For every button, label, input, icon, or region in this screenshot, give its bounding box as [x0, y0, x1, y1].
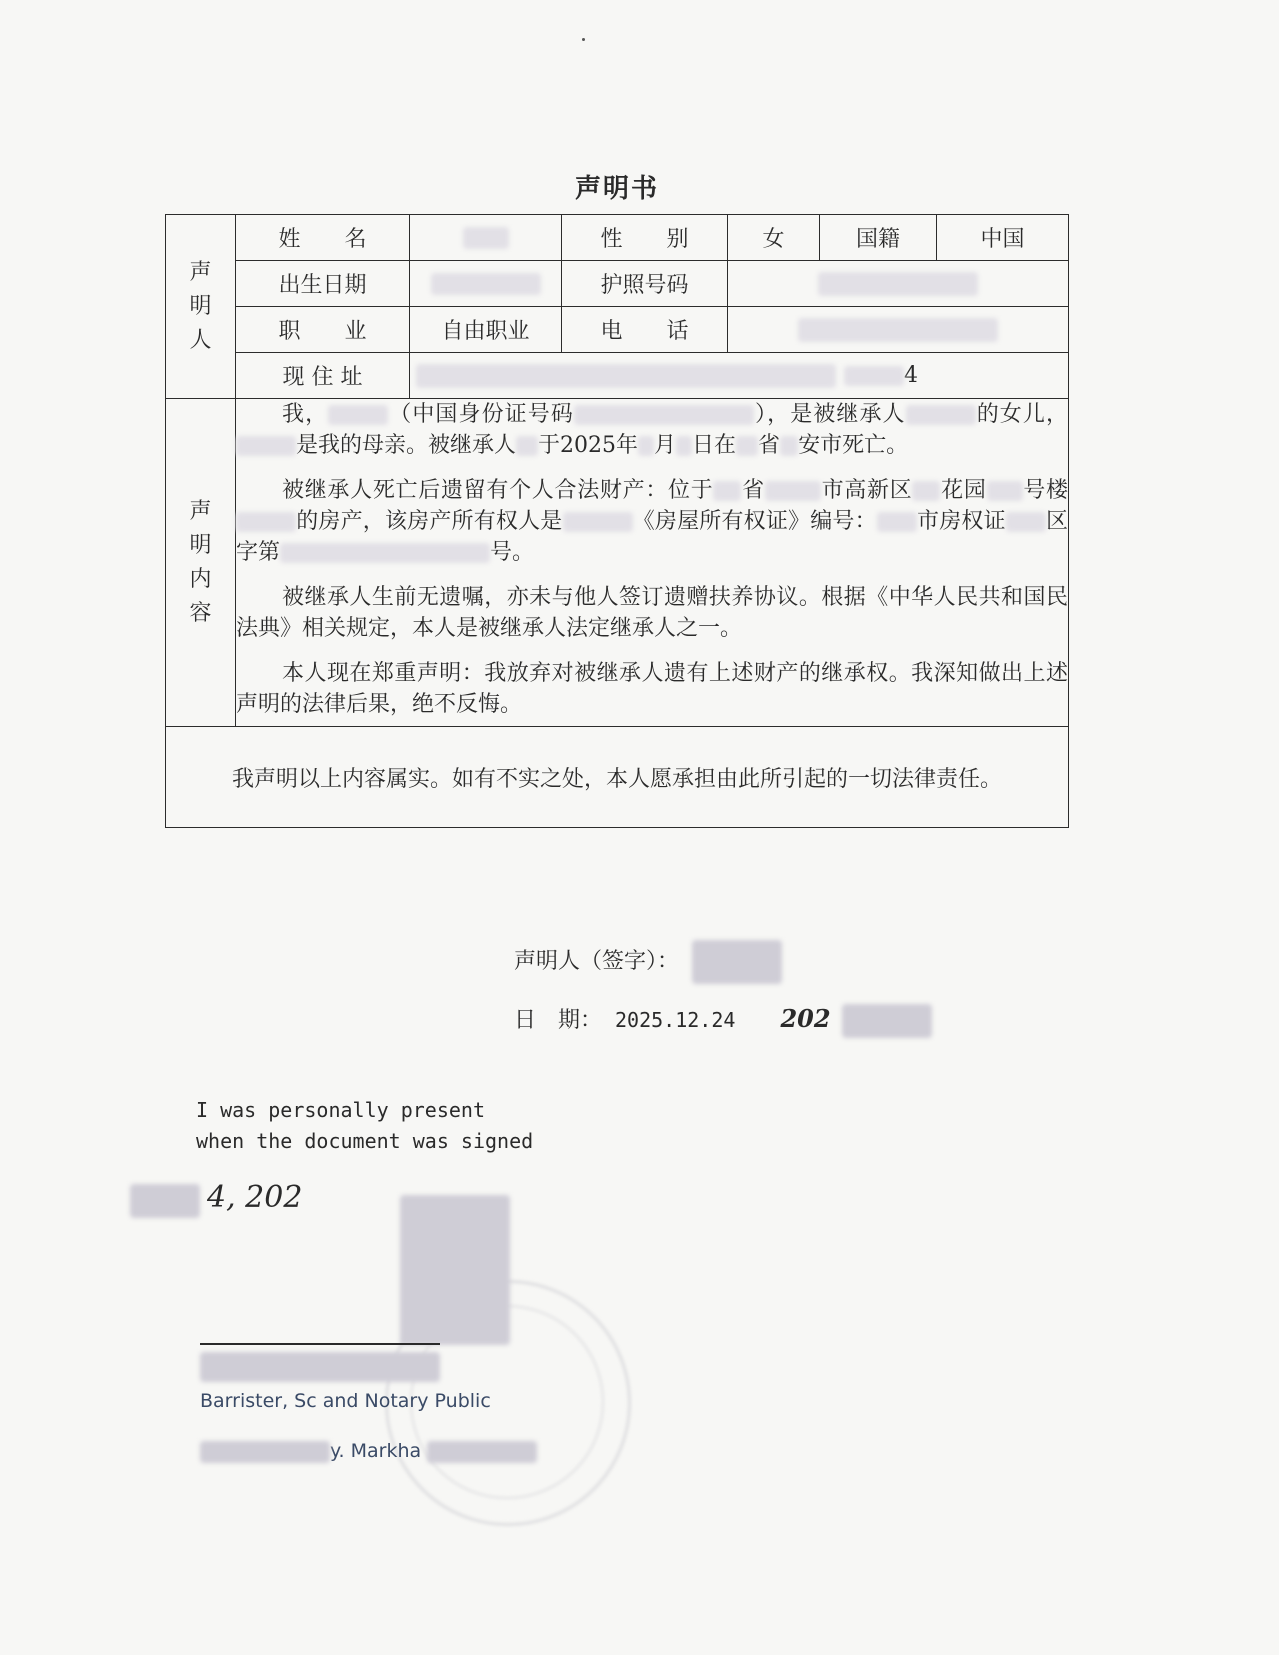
- phone-value-redacted: [728, 307, 1069, 353]
- notary-signature-redacted: [400, 1195, 510, 1345]
- signature-row: [514, 940, 782, 984]
- notary-title: Barrister, Sc and Notary Public: [200, 1390, 491, 1412]
- truthfulness-statement: 我声明以上内容属实。如有不实之处，本人愿承担由此所引起的一切法律责任。: [166, 727, 1069, 828]
- notary-attestation: [196, 1095, 533, 1157]
- signature-redacted: [692, 940, 782, 984]
- handwritten-date: 202: [780, 1004, 831, 1033]
- gender-label: 性 别: [562, 215, 728, 261]
- name-label: 姓 名: [236, 215, 410, 261]
- content-paragraph-1: 我， （中国身份证号码 ），是被继承人 的女儿，是我的母亲。被继承人 于2025年 月 日在 省 安市死亡。: [236, 399, 1068, 461]
- date-label: 日 期：: [514, 1008, 603, 1033]
- declaration-content: [236, 399, 1069, 727]
- signature-line: [200, 1343, 440, 1345]
- address-label: 现 住 址: [236, 353, 410, 399]
- occupation-value: 自由职业: [410, 307, 562, 353]
- handwritten-date-redacted: [842, 1004, 932, 1038]
- date-row: [514, 1003, 932, 1038]
- notary-line-1: I was personally present: [196, 1098, 485, 1122]
- address-value: [410, 353, 1069, 399]
- content-paragraph-2: 被继承人死亡后遗留有个人合法财产：位于 省 市高新区 花园 号楼的房产，该房产所有权人是 《房屋所有权证》编号： 市房权证 区 字第 号。: [236, 478, 1068, 565]
- passport-label: 护照号码: [562, 261, 728, 307]
- notary-handwritten-date: 4, 202: [130, 1180, 302, 1218]
- content-paragraph-3: 被继承人生前无遗嘱，亦未与他人签订遗赠扶养协议。根据《中华人民共和国民法典》相关规定，本人是被继承人法定继承人之一。: [236, 585, 1068, 641]
- birthdate-label: 出生日期: [236, 261, 410, 307]
- notary-address: y. Markha: [200, 1440, 537, 1463]
- stray-mark: [582, 38, 585, 41]
- content-section-label: 声 明 内 容: [166, 399, 236, 727]
- date-value: 2025.12.24: [615, 1008, 736, 1032]
- signature-label: 声明人（签字）：: [514, 949, 680, 974]
- content-paragraph-4: 本人现在郑重声明：我放弃对被继承人遗有上述财产的继承权。我深知做出上述声明的法律后果，绝不反悔。: [236, 661, 1068, 717]
- notary-line-2: when the document was signed: [196, 1129, 534, 1153]
- declarant-section-label: 声 明 人: [166, 215, 236, 399]
- phone-label: 电 话: [562, 307, 728, 353]
- nationality-value: 中国: [937, 215, 1069, 261]
- address-fragment: 4: [904, 363, 918, 388]
- name-value-redacted: [410, 215, 562, 261]
- document-title: 声明书: [574, 174, 659, 204]
- notary-name-redacted: [200, 1352, 440, 1382]
- occupation-label: 职 业: [236, 307, 410, 353]
- nationality-label: 国籍: [820, 215, 937, 261]
- declaration-table: [165, 214, 1069, 828]
- passport-value-redacted: [728, 261, 1069, 307]
- birthdate-value-redacted: [410, 261, 562, 307]
- gender-value: 女: [728, 215, 820, 261]
